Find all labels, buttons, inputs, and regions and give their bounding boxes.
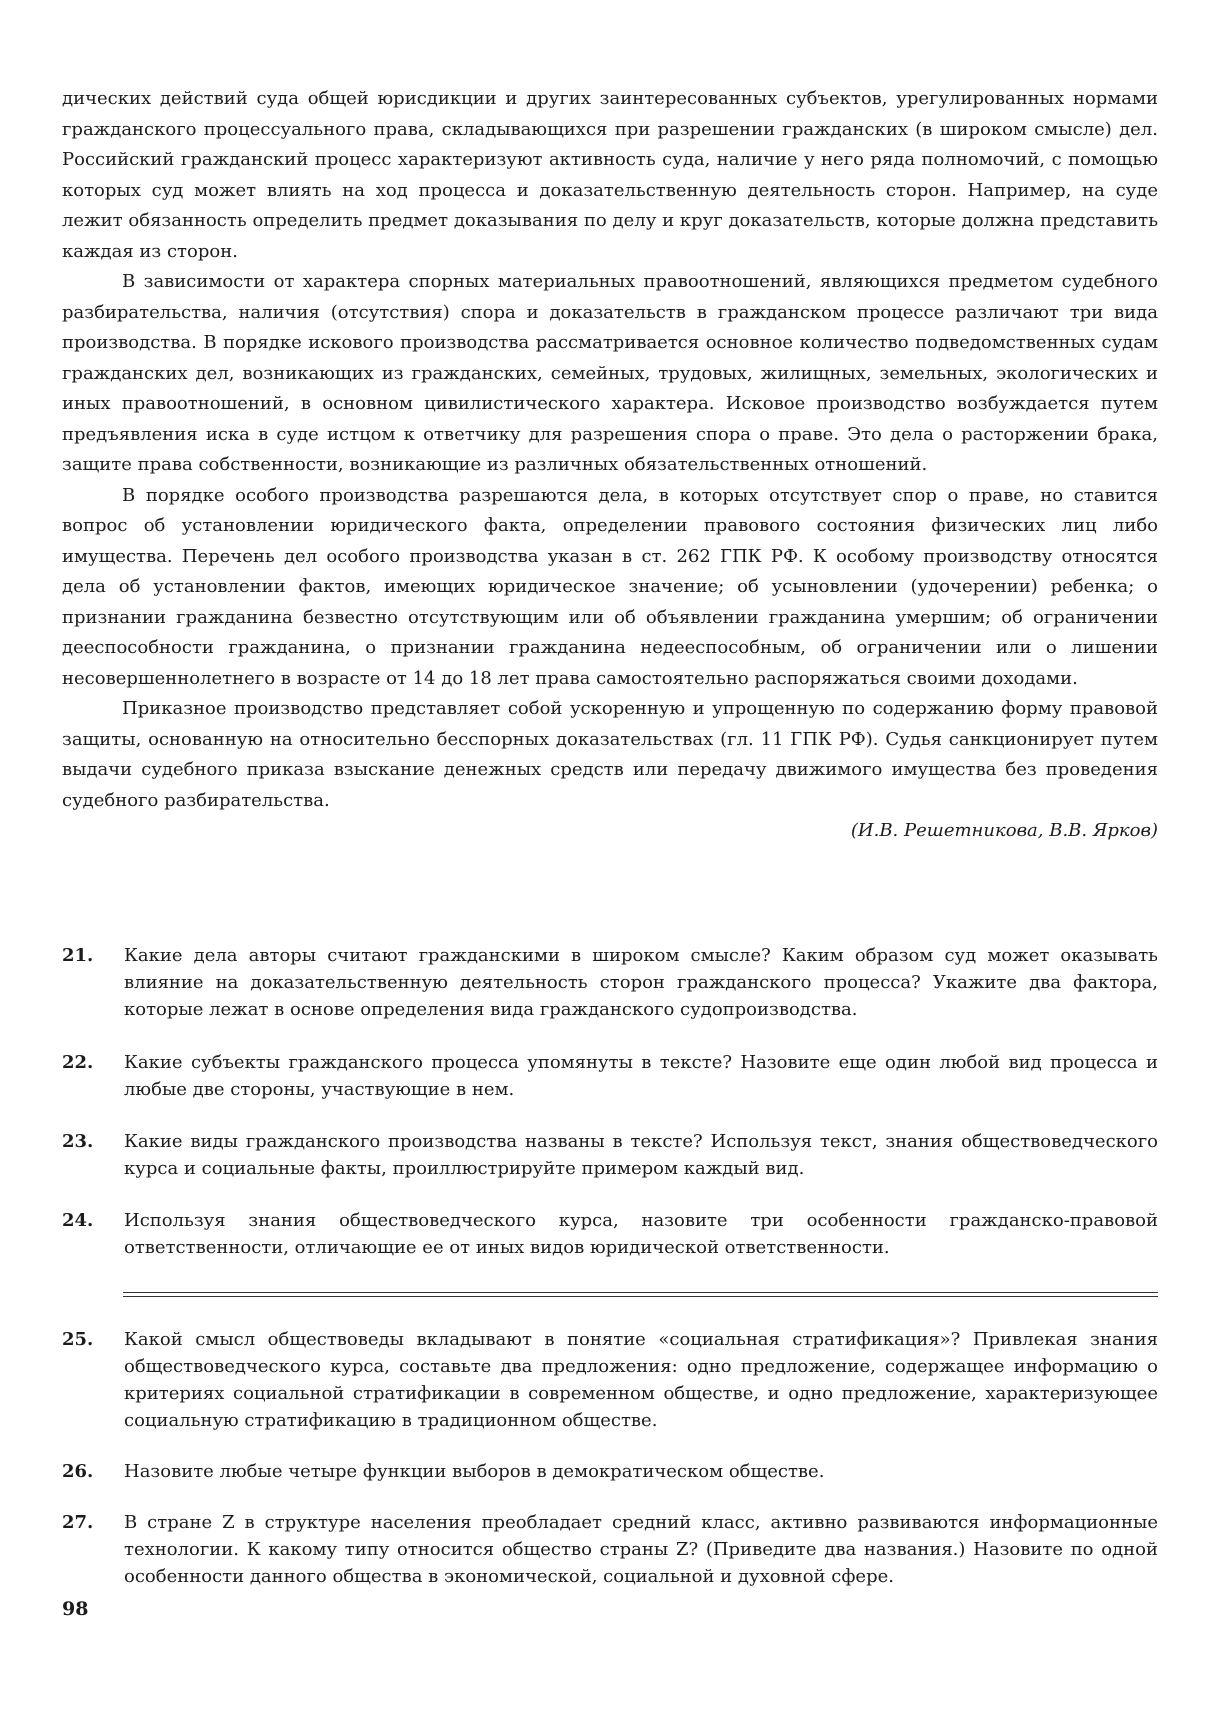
question-25 bbox=[62, 1326, 1158, 1434]
question-number: 23. bbox=[62, 1131, 94, 1152]
source-passage bbox=[62, 84, 1158, 846]
question-number: 22. bbox=[62, 1052, 94, 1073]
question-text: Используя знания обществоведческого курса, назовите три особенности гражданско-правовой ответственности, отличающие ее от иных видов юридической ответственности. bbox=[124, 1210, 1158, 1258]
passage-attribution: (И.В. Решетникова, В.В. Ярков) bbox=[850, 820, 1158, 841]
question-text: Назовите любые четыре функции выборов в демократическом обществе. bbox=[124, 1461, 825, 1482]
question-23 bbox=[62, 1128, 1158, 1182]
question-text: Какие субъекты гражданского процесса упомянуты в тексте? Назовите еще один любой вид процесса и любые две стороны, участвующие в нем. bbox=[124, 1052, 1158, 1100]
question-26 bbox=[62, 1458, 1158, 1485]
question-number: 25. bbox=[62, 1329, 94, 1350]
question-text: Какие дела авторы считают гражданскими в широком смысле? Каким образом суд может оказывать влияние на доказательственную деятельность сторон гражданского процесса? Укажите два фактора, которые лежат в основе определения вида гражданского судопроизводства. bbox=[124, 945, 1158, 1020]
question-22 bbox=[62, 1049, 1158, 1103]
question-number: 24. bbox=[62, 1210, 94, 1231]
question-text: В стране Z в структуре населения преобладает средний класс, активно развиваются информационные технологии. К какому типу относится общество страны Z? (Приведите два названия.) Назовите по одной особенности данного общества в экономической, социальной и духовной сфере. bbox=[124, 1512, 1158, 1587]
section-divider bbox=[123, 1292, 1158, 1297]
question-number: 27. bbox=[62, 1512, 94, 1533]
passage-paragraph: В зависимости от характера спорных материальных правоотношений, являющихся предметом судебного разбирательства, наличия (отсутствия) спора и доказательств в гражданском процессе различают три вида производства. В порядке искового производства рассматривается основное количество подведомственных судам гражданских дел, возникающих из гражданских, семейных, трудовых, жилищных, земельных, экологических и иных правоотношений, в основном цивилистического характера. Исковое производство возбуждается путем предъявления иска в суде истцом к ответчику для разрешения спора о праве. Это дела о расторжении брака, защите права собственности, возникающие из различных обязательственных отношений. bbox=[62, 271, 1158, 475]
question-number: 26. bbox=[62, 1461, 94, 1482]
page-number: 98 bbox=[62, 1598, 89, 1620]
question-text: Какие виды гражданского производства названы в тексте? Используя текст, знания обществоведческого курса и социальные факты, проиллюстрируйте примером каждый вид. bbox=[124, 1131, 1158, 1179]
passage-paragraph: дических действий суда общей юрисдикции и других заинтересованных субъектов, урегулированных нормами гражданского процессуального права, складывающихся при разрешении гражданских (в широком смысле) дел. Российский гражданский процесс характеризуют активность суда, наличие у него ряда полномочий, с помощью которых суд может влиять на ход процесса и доказательственную деятельность сторон. Например, на суде лежит обязанность определить предмет доказывания по делу и круг доказательств, которые должна представить каждая из сторон. bbox=[62, 88, 1158, 262]
question-21 bbox=[62, 942, 1158, 1023]
question-number: 21. bbox=[62, 945, 94, 966]
question-24 bbox=[62, 1207, 1158, 1261]
question-27 bbox=[62, 1509, 1158, 1590]
passage-paragraph: Приказное производство представляет собой ускоренную и упрощенную по содержанию форму правовой защиты, основанную на относительно бесспорных доказательствах (гл. 11 ГПК РФ). Судья санкционирует путем выдачи судебного приказа взыскание денежных средств или передачу движимого имущества без проведения судебного разбирательства. bbox=[62, 698, 1158, 811]
passage-paragraph: В порядке особого производства разрешаются дела, в которых отсутствует спор о праве, но ставится вопрос об установлении юридического факта, определении правового состояния физических лиц либо имущества. Перечень дел особого производства указан в ст. 262 ГПК РФ. К особому производству относятся дела об установлении фактов, имеющих юридическое значение; об усыновлении (удочерении) ребенка; о признании гражданина безвестно отсутствующим или об объявлении гражданина умершим; об ограничении дееспособности гражданина, о признании гражданина недееспособным, об ограничении или о лишении несовершеннолетнего в возрасте от 14 до 18 лет права самостоятельно распоряжаться своими доходами. bbox=[62, 484, 1158, 689]
question-text: Какой смысл обществоведы вкладывают в понятие «социальная стратификация»? Привлекая знания обществоведческого курса, составьте два предложения: одно предложение, содержащее информацию о критериях социальной стратификации в современном обществе, и одно предложение, характеризующее социальную стратификацию в традиционном обществе. bbox=[124, 1329, 1158, 1431]
